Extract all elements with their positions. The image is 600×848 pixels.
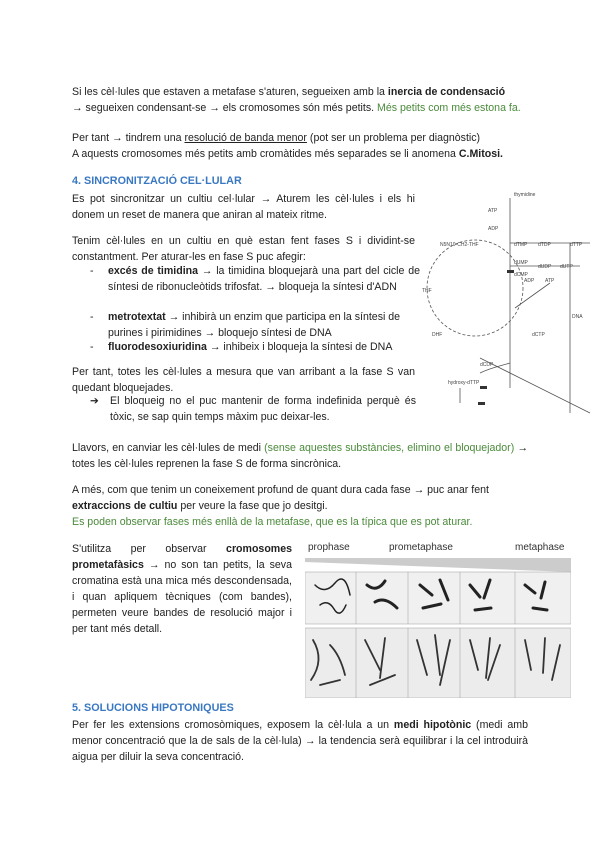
list-item: - excés de timidina → la timidina bloquejarà una part del cicle de síntesi de ribonucleòtids trifosfat. → bloqueja la síntesi d'ADN	[90, 265, 420, 293]
diagram-label: dTMP	[514, 242, 528, 248]
paragraph-sync-intro: Es pot sincronitzar un cultiu cel·lular → Aturem les cèl·lules i els hi donem un reset de manera que aniran al mateix ritme.	[72, 193, 415, 221]
diagram-label: N5N10-CH2-THF	[440, 242, 479, 248]
paragraph-resolution: Per tant → tindrem una resolució de banda menor (pot ser un problema per diagnòstic) A aquests cromosomes més petits amb cromàtides més separades se li anomena C.Mitosi.	[72, 132, 503, 160]
diagram-label: dUDP	[538, 264, 552, 270]
diagram-label: THF	[422, 288, 432, 294]
diagram-label: dCMP	[514, 272, 528, 278]
diagram-label: thymidine	[514, 192, 536, 198]
paragraph-blocked: Per tant, totes les cèl·lules a mesura que van arribant a la fase S van quedant bloquejades.	[72, 366, 415, 394]
diagram-label: DNA	[572, 314, 583, 320]
nucleotide-pathway-diagram	[420, 188, 600, 420]
micro-label-metaphase: metaphase	[515, 542, 565, 553]
diagram-label: ADP	[524, 278, 535, 284]
block-mark	[480, 386, 487, 389]
section-heading-5: 5. SOLUCIONS HIPOTONIQUES	[72, 702, 234, 714]
chromosome-micrographs	[305, 540, 571, 698]
diagram-label: ATP	[545, 278, 555, 284]
diagram-label: dTDP	[538, 242, 551, 248]
paragraph-extractions: A més, com que tenim un coneixement profund de quant dura cada fase → puc anar fent extraccions de cultiu per veure la fase que jo desitgi. Es poden observar fases més enllà de la metafase, que es la típica que es pot aturar.	[72, 484, 489, 528]
arrow-icon: ➔	[90, 395, 99, 407]
micro-label-prophase: prophase	[308, 542, 350, 553]
block-mark	[478, 402, 485, 405]
section-heading-4: 4. SINCRONITZACIÓ CEL·LULAR	[72, 175, 242, 187]
diagram-label: dCDP	[480, 362, 494, 368]
paragraph-hypotonic: Per fer les extensions cromosòmiques, exposem la cèl·lula a un medi hipotònic (medi amb menor concentració que la de sals de la cèl·lula) → la tendencia serà equilibrar i la cel introduirà aigua per diluir la seva concentració.	[72, 719, 529, 763]
list-item: - fluorodesoxiuridina → inhibeix i bloqueja la síntesi de DNA	[90, 341, 393, 353]
green-note: Més petits com més estona fa.	[377, 102, 521, 114]
diagram-label: dUTP	[560, 264, 573, 270]
diagram-label: ADP	[488, 226, 499, 232]
micro-label-prometaphase: prometaphase	[389, 542, 453, 553]
diagram-label: dCTP	[532, 332, 545, 338]
arrow-note: ➔ El bloqueig no el puc mantenir de forma indefinida perquè és tòxic, se sap quin temps màxim puc deixar-les.	[90, 395, 416, 423]
diagram-label: ATP	[488, 208, 498, 214]
paragraph-s-phase: Tenim cèl·lules en un cultiu en què estan fent fases S i dividint-se constantment. Per aturar-les en fase S puc afegir:	[72, 235, 415, 263]
diagram-label: hydroxy-dTTP	[448, 380, 480, 386]
bold-term: C.Mitosi.	[458, 148, 503, 160]
block-mark	[507, 270, 514, 273]
diagram-label: dTTP	[570, 242, 583, 248]
underlined-term: resolució de banda menor	[184, 132, 307, 144]
paragraph-metaphase-inertia: Si les cèl·lules que estaven a metafase s'aturen, segueixen amb la inercia de condensació → segueixen condensant-se → els cromosomes són més petits. Més petits com més estona fa.	[72, 86, 521, 114]
diagram-label: dUMP	[514, 260, 528, 266]
diagram-label: DHF	[432, 332, 443, 338]
paragraph-prometaphase: S'utilitza per observar cromosomes prometafàsics → no son tan petits, la seva cromatina està una mica més descondensada, i quan apliquem tècniques (com bandes), permeten veure bandes de resolució major i per tant més detall.	[72, 543, 292, 635]
bold-term: inercia de condensació	[387, 86, 506, 98]
condensation-wedge	[305, 558, 571, 572]
list-item: - metrotextat → inhibirà un enzim que participa en la síntesi de purines i pirimidines → bloquejo síntesi de DNA	[90, 311, 401, 339]
paragraph-change-medium: Llavors, en canviar les cèl·lules de medi (sense aquestes substàncies, elimino el bloquejador) → totes les cèl·lules reprenen la fase S de forma sincrònica.	[72, 442, 528, 470]
